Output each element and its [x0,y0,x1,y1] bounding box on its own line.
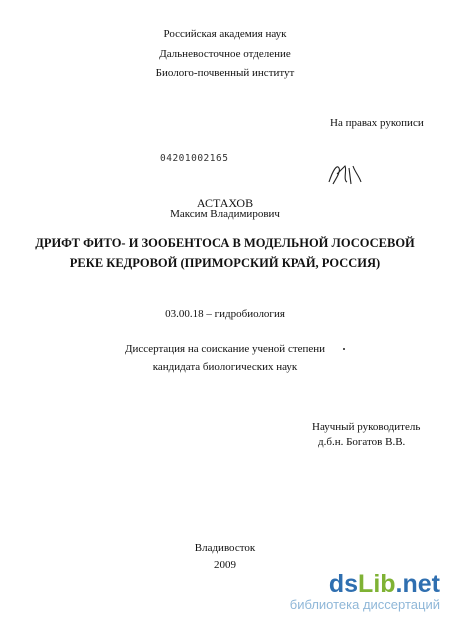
dissertation-title-line2: РЕКЕ КЕДРОВОЙ (ПРИМОРСКИЙ КРАЙ, РОССИЯ) [69,256,381,270]
watermark-logo-lib: Lib [358,570,396,598]
scan-speck [343,348,345,350]
city: Владивосток [194,542,256,554]
header-line-academy: Российская академия наук [163,28,287,40]
supervisor-label: Научный руководитель [312,421,421,433]
supervisor-name: д.б.н. Богатов В.В. [318,436,406,448]
watermark-logo-net: .net [395,570,440,598]
year: 2009 [214,559,236,571]
author-surname: АСТАХОВ [196,196,254,210]
catalog-number: 04201002165 [160,153,229,164]
watermark-tagline: библиотека диссертаций [289,597,440,612]
manuscript-rights-note: На правах рукописи [330,117,424,129]
watermark-logo-ds: ds [328,570,359,598]
degree-line1: Диссертация на соискание ученой степени [124,343,326,355]
handwritten-signature [325,160,365,190]
header-line-branch: Дальневосточное отделение [159,48,291,60]
specialty-code: 03.00.18 – гидробиология [165,308,285,320]
dissertation-title-line1: ДРИФТ ФИТО- И ЗООБЕНТОСА В МОДЕЛЬНОЙ ЛОСОСЕВОЙ [35,236,415,250]
watermark-logo [329,570,440,599]
header-line-institute: Биолого-почвенный институт [155,67,295,79]
author-name: Максим Владимирович [170,208,280,220]
degree-line2: кандидата биологических наук [152,361,298,373]
